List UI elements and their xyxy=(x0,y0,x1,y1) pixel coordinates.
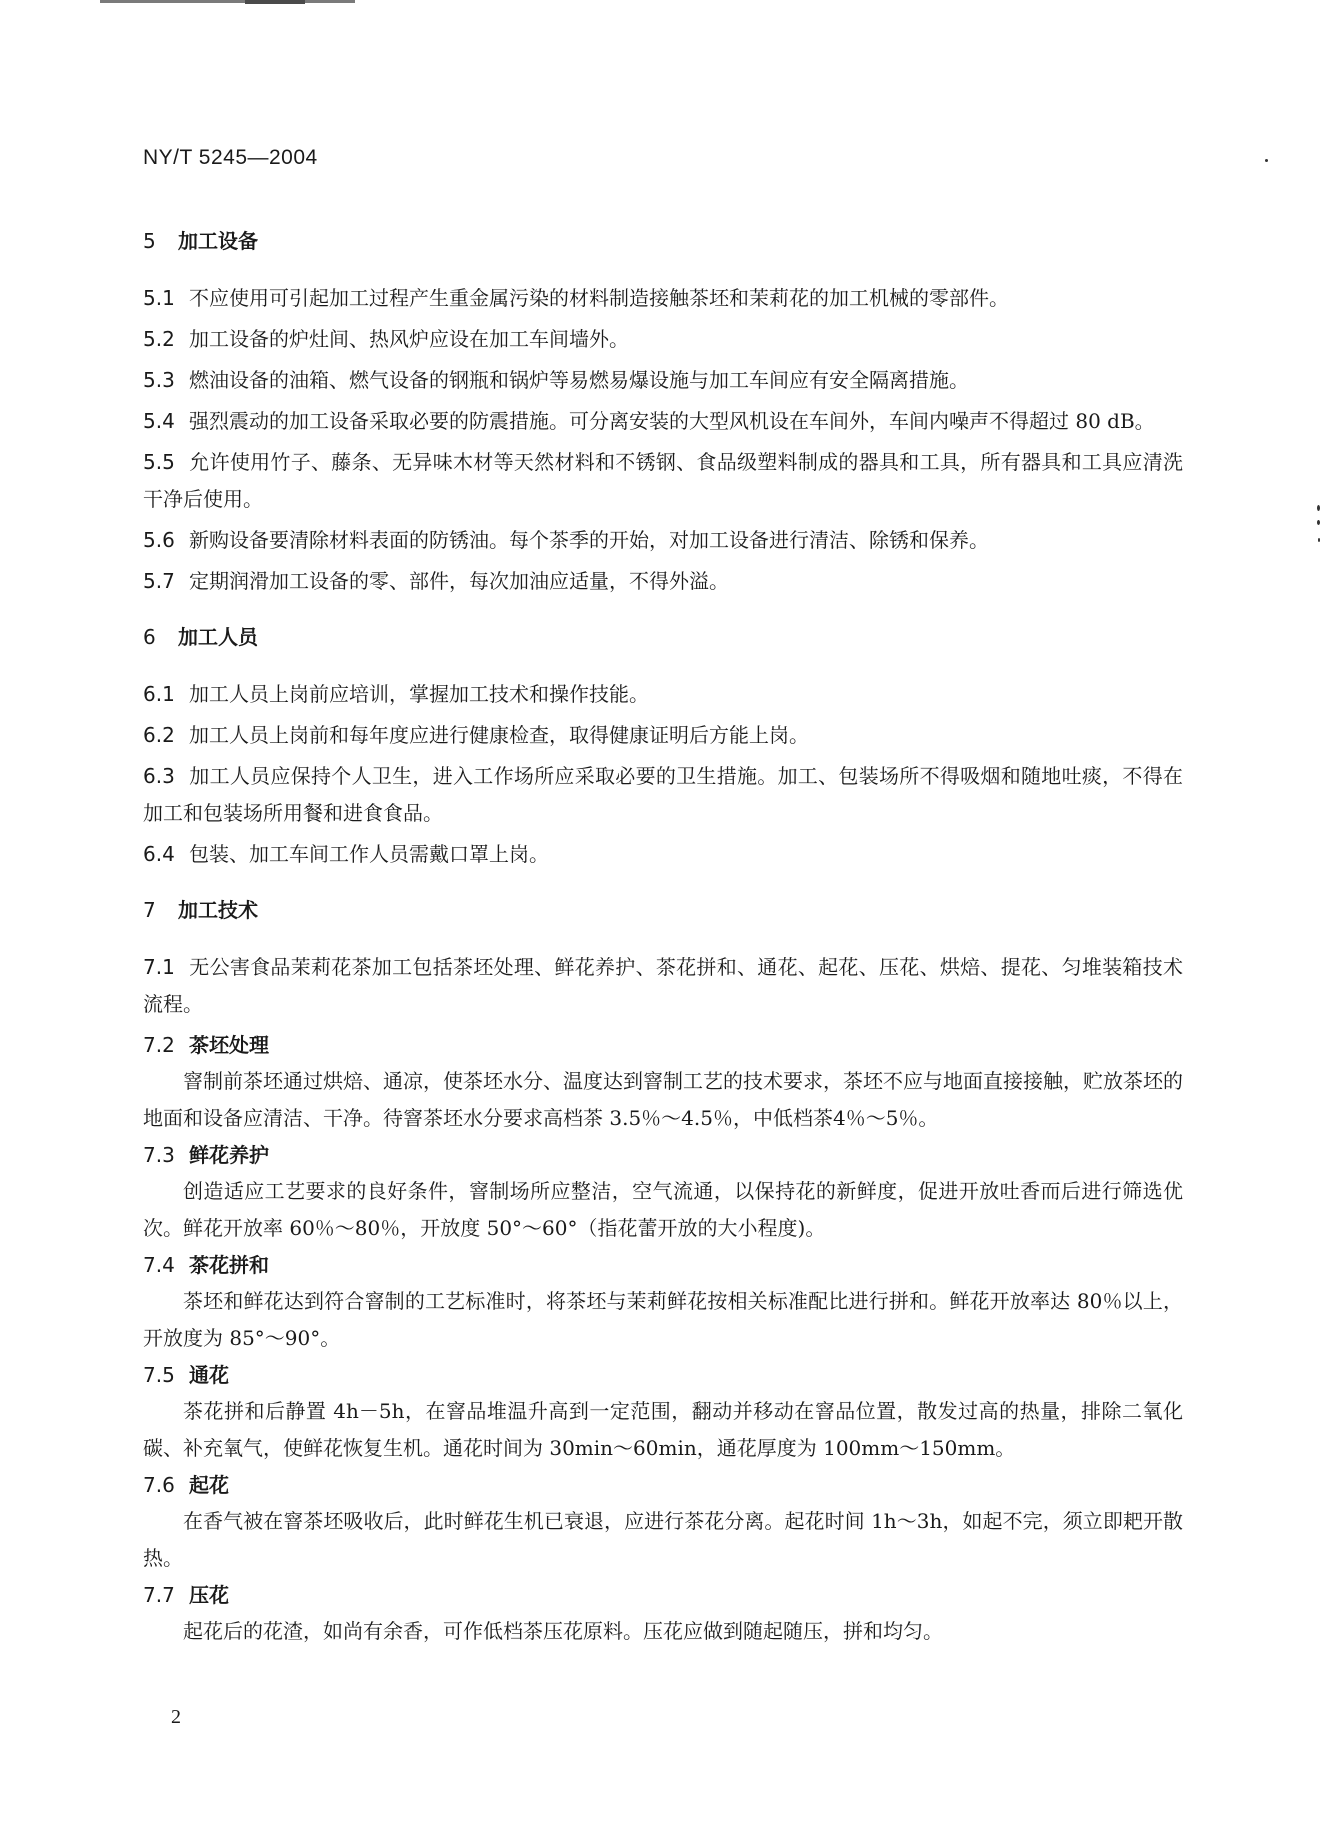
subclause-title: 压花 xyxy=(189,1583,229,1607)
subclause-number: 7.4 xyxy=(143,1253,175,1277)
clause-5-2 xyxy=(143,321,1183,358)
clause-text: 不应使用可引起加工过程产生重金属污染的材料制造接触茶坯和茉莉花的加工机械的零部件。 xyxy=(189,286,1009,310)
clause-number: 5.4 xyxy=(143,409,175,433)
clause-number: 5.2 xyxy=(143,327,175,351)
clause-6-3 xyxy=(143,758,1183,832)
section-number: 7 xyxy=(143,898,156,922)
section-gap xyxy=(143,877,1183,891)
scan-edge-line-dark xyxy=(245,0,305,4)
subclause-7-6-text: 在香气被在窨茶坯吸收后，此时鲜花生机已衰退，应进行茶花分离。起花时间 1h～3h，如起不完，须立即耙开散热。 xyxy=(143,1509,1183,1570)
subclause-7-7-text: 起花后的花渣，如尚有余香，可作低档茶压花原料。压花应做到随起随压，拼和均匀。 xyxy=(183,1619,943,1643)
clause-number: 5.6 xyxy=(143,528,175,552)
clause-5-6 xyxy=(143,522,1183,559)
clause-text: 加工人员上岗前应培训，掌握加工技术和操作技能。 xyxy=(189,682,649,706)
subclause-7-3-heading xyxy=(143,1137,1183,1173)
page-body xyxy=(143,222,1183,1650)
page-number: 2 xyxy=(171,1706,181,1728)
clause-number: 5.1 xyxy=(143,286,175,310)
clause-number: 7.1 xyxy=(143,955,175,979)
clause-text: 加工设备的炉灶间、热风炉应设在加工车间墙外。 xyxy=(189,327,629,351)
clause-text: 加工人员应保持个人卫生，进入工作场所应采取必要的卫生措施。加工、包装场所不得吸烟和随地吐痰，不得在加工和包装场所用餐和进食食品。 xyxy=(143,764,1183,825)
subclause-title: 起花 xyxy=(189,1473,229,1497)
clause-text: 燃油设备的油箱、燃气设备的钢瓶和锅炉等易燃易爆设施与加工车间应有安全隔离措施。 xyxy=(189,368,969,392)
subclause-7-4-heading xyxy=(143,1247,1183,1283)
scan-speck xyxy=(1265,159,1268,162)
section-number: 6 xyxy=(143,625,156,649)
clause-text: 加工人员上岗前和每年度应进行健康检查，取得健康证明后方能上岗。 xyxy=(189,723,809,747)
scan-edge-line xyxy=(100,0,355,3)
subclause-number: 7.2 xyxy=(143,1033,175,1057)
subclause-7-7-heading xyxy=(143,1577,1183,1613)
clause-number: 6.2 xyxy=(143,723,175,747)
subclause-number: 7.7 xyxy=(143,1583,175,1607)
clause-text: 新购设备要清除材料表面的防锈油。每个茶季的开始，对加工设备进行清洁、除锈和保养。 xyxy=(189,528,989,552)
clause-5-7 xyxy=(143,563,1183,600)
clause-7-1 xyxy=(143,949,1183,1023)
subclause-7-3-text: 创造适应工艺要求的良好条件，窨制场所应整洁，空气流通，以保持花的新鲜度，促进开放吐香而后进行筛选优次。鲜花开放率 60％～80％，开放度 50°～60°（指花蕾开放的大小程度)。 xyxy=(143,1179,1183,1240)
section-6-heading xyxy=(143,618,1183,676)
section-title: 加工人员 xyxy=(178,625,258,649)
clause-text: 无公害食品茉莉花茶加工包括茶坯处理、鲜花养护、茶花拼和、通花、起花、压花、烘焙、提花、匀堆装箱技术流程。 xyxy=(143,955,1183,1016)
clause-number: 5.3 xyxy=(143,368,175,392)
subclause-7-2-heading xyxy=(143,1027,1183,1063)
subclause-7-6-heading xyxy=(143,1467,1183,1503)
section-5-heading xyxy=(143,222,1183,280)
scan-speck xyxy=(1318,538,1320,542)
clause-5-4 xyxy=(143,403,1183,440)
scan-speck xyxy=(1317,505,1320,511)
clause-number: 6.4 xyxy=(143,842,175,866)
clause-number: 6.3 xyxy=(143,764,175,788)
clause-number: 6.1 xyxy=(143,682,175,706)
clause-6-2 xyxy=(143,717,1183,754)
subclause-title: 鲜花养护 xyxy=(189,1143,269,1167)
clause-text: 包装、加工车间工作人员需戴口罩上岗。 xyxy=(189,842,549,866)
subclause-number: 7.3 xyxy=(143,1143,175,1167)
scan-speck xyxy=(1317,520,1320,525)
section-number: 5 xyxy=(143,229,156,253)
section-7-heading xyxy=(143,891,1183,949)
subclause-title: 通花 xyxy=(189,1363,229,1387)
subclause-7-4-text: 茶坯和鲜花达到符合窨制的工艺标准时，将茶坯与茉莉鲜花按相关标准配比进行拼和。鲜花开放率达 80％以上，开放度为 85°～90°。 xyxy=(143,1289,1183,1350)
clause-text: 定期润滑加工设备的零、部件，每次加油应适量，不得外溢。 xyxy=(189,569,729,593)
subclause-number: 7.6 xyxy=(143,1473,175,1497)
subclause-title: 茶花拼和 xyxy=(189,1253,269,1277)
subclause-number: 7.5 xyxy=(143,1363,175,1387)
subclause-7-5-heading xyxy=(143,1357,1183,1393)
clause-text: 强烈震动的加工设备采取必要的防震措施。可分离安装的大型风机设在车间外，车间内噪声不得超过 80 dB。 xyxy=(189,409,1155,433)
clause-5-5 xyxy=(143,444,1183,518)
clause-text: 允许使用竹子、藤条、无异味木材等天然材料和不锈钢、食品级塑料制成的器具和工具，所有器具和工具应清洗干净后使用。 xyxy=(143,450,1183,511)
subclause-7-5-text: 茶花拼和后静置 4h－5h，在窨品堆温升高到一定范围，翻动并移动在窨品位置，散发过高的热量，排除二氧化碳、补充氧气，使鲜花恢复生机。通花时间为 30min～60min，通花厚度为 100mm～150mm。 xyxy=(143,1399,1183,1460)
clause-number: 5.5 xyxy=(143,450,175,474)
clause-number: 5.7 xyxy=(143,569,175,593)
clause-5-1 xyxy=(143,280,1183,317)
subclause-7-2-text: 窨制前茶坯通过烘焙、通凉，使茶坯水分、温度达到窨制工艺的技术要求，茶坯不应与地面直接接触，贮放茶坯的地面和设备应清洁、干净。待窨茶坯水分要求高档茶 3.5％～4.5％，中低档茶4％～5％。 xyxy=(143,1069,1183,1130)
section-title: 加工技术 xyxy=(178,898,258,922)
subclause-title: 茶坯处理 xyxy=(189,1033,269,1057)
clause-6-1 xyxy=(143,676,1183,713)
clause-5-3 xyxy=(143,362,1183,399)
clause-6-4 xyxy=(143,836,1183,873)
section-gap xyxy=(143,604,1183,618)
section-title: 加工设备 xyxy=(178,229,258,253)
document-id: NY/T 5245—2004 xyxy=(143,146,318,169)
